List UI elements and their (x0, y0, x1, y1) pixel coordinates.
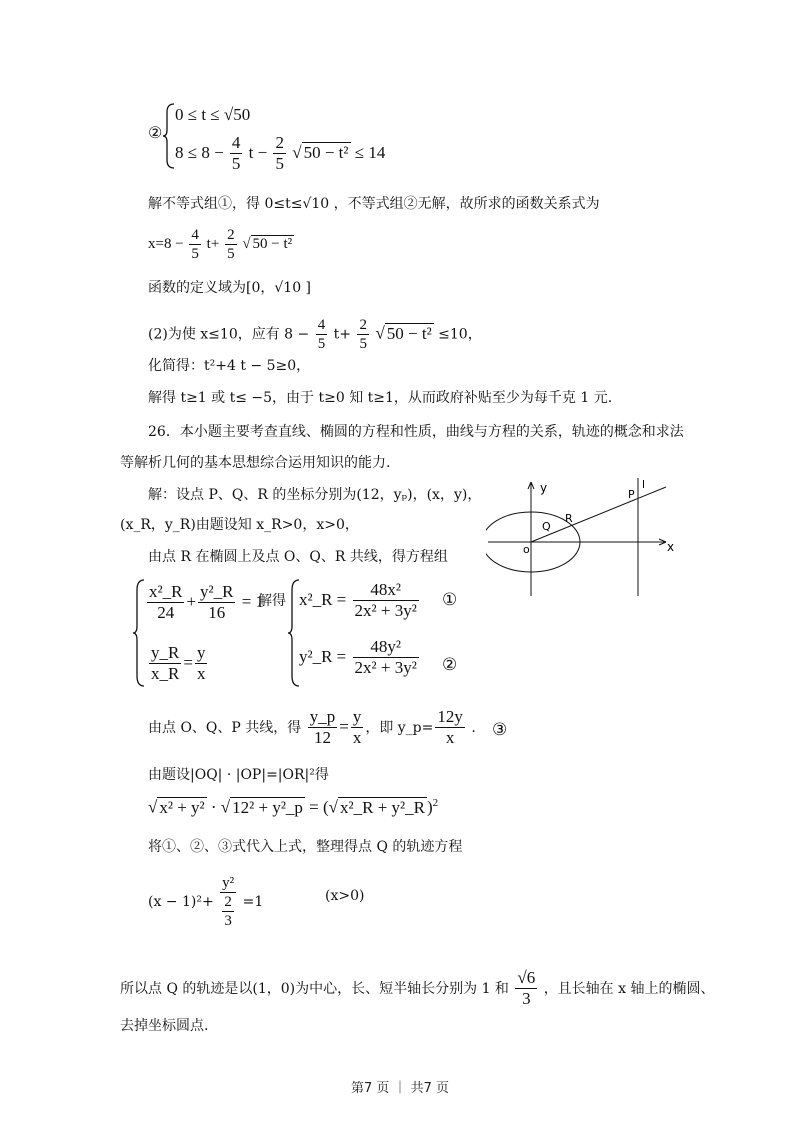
systemB-eq2: y²_R = $\frac{\text{48y²}}{\text{2x² + 3y²}}$ (299, 637, 417, 678)
origin-label: o (523, 543, 530, 556)
para-conclusion: 所以点 Q 的轨迹是以(1，0)为中心，长、短半轴长分别为 1 和 $\frac{√6}{3}$ ，且长轴在 x 轴上的椭圆、 (120, 968, 715, 1009)
systemB-eq1: x²_R = $\frac{\text{48x²}}{\text{2x² + 3y²}}$ (299, 580, 417, 621)
para-solve-1: 解不等式组①，得 0≤t≤√10 ，不等式组②无解，故所求的函数关系式为 (148, 196, 600, 212)
page-footer: 第7 页 ｜ 共7 页 (350, 1081, 450, 1096)
p-label: P (628, 488, 635, 501)
para-set-points-cont: (x_R，y_R)由题设知 x_R>0，x>0， (120, 517, 359, 533)
trajectory-condition: (x>0) (325, 888, 365, 904)
solve-word: 解得 (258, 593, 286, 609)
eq-marker-3: ③ (492, 720, 508, 739)
system2-marker: ② (148, 125, 163, 142)
ellipse-figure (486, 474, 686, 598)
q-label: Q (542, 520, 551, 533)
y-label: y (540, 481, 548, 495)
system2-brace (162, 102, 176, 170)
para-domain: 函数的定义域为[0，√10 ] (148, 280, 312, 296)
para-conclusion-end: 去掉坐标圆点. (120, 1018, 209, 1034)
para-collinear-opq: 由点 O、Q、P 共线，得 $\frac{y\_p}{12}$ = $\frac{y}{x}$ ，即 y_p= $\frac{12y}{x}$ . (148, 707, 476, 748)
l-label: l (642, 478, 646, 491)
eq-marker-2: ② (442, 655, 458, 674)
para-simplify: 化简得：t²+4 t − 5≥0， (148, 358, 311, 374)
eq-marker-1: ① (442, 590, 458, 609)
para-condition: 由题设|OQ| · |OP|=|OR|²得 (148, 767, 329, 783)
para-substitute: 将①、②、③式代入上式，整理得点 Q 的轨迹方程 (148, 839, 463, 855)
system2-line2: 8 ≤ 8 − $\frac{4}{5}$ t − $\frac{2}{5}$ √ 50 − t² ≤ 14 (175, 133, 386, 174)
systemA-brace (132, 578, 146, 688)
systemA-eq2: $\frac{y\_R}{x\_R}$ = $\frac{y}{x}$ (151, 643, 206, 684)
system2-line1: 0 ≤ t ≤ √50 (175, 105, 251, 124)
para-set-points: 解：设点 P、Q、R 的坐标分别为(12，yₚ)，(x，y)， (148, 487, 482, 503)
problem-26-heading-cont: 等解析几何的基本思想综合运用知识的能力. (120, 455, 391, 471)
para-collinear: 由点 R 在椭圆上及点 O、Q、R 共线，得方程组 (148, 549, 448, 565)
para-result: 解得 t≥1 或 t≤ −5，由于 t≥0 知 t≥1，从而政府补贴至少为每千克 1 元. (148, 390, 613, 406)
trajectory-equation: (x − 1)²+ $\frac{\text{y²}}{\frac{2}{3}}$ =1 (148, 875, 264, 929)
function-expr: x=8 − $\frac{4}{5}$ t+ $\frac{2}{5}$ √ 50 − t² (148, 227, 293, 262)
para-part2: (2)为使 x≤10，应有 8 − $\frac{4}{5}$ t+ $\frac{2}{5}$ √ 50 − t² ≤10， (148, 317, 482, 352)
equation-product: √ x² + y² · √ 12² + y²_p = (√ x²_R + y²_R )$^2$ (148, 797, 439, 817)
systemA-eq1: $\frac{\text{x²\_R}}{24}$ + $\frac{\text{y²\_R}}{16}$ = 1 (149, 582, 265, 623)
r-label: R (565, 512, 573, 525)
problem-26-heading: 26．本小题主要考查直线、椭圆的方程和性质，曲线与方程的关系，轨迹的概念和求法 (148, 424, 684, 440)
x-label: x (667, 540, 675, 554)
